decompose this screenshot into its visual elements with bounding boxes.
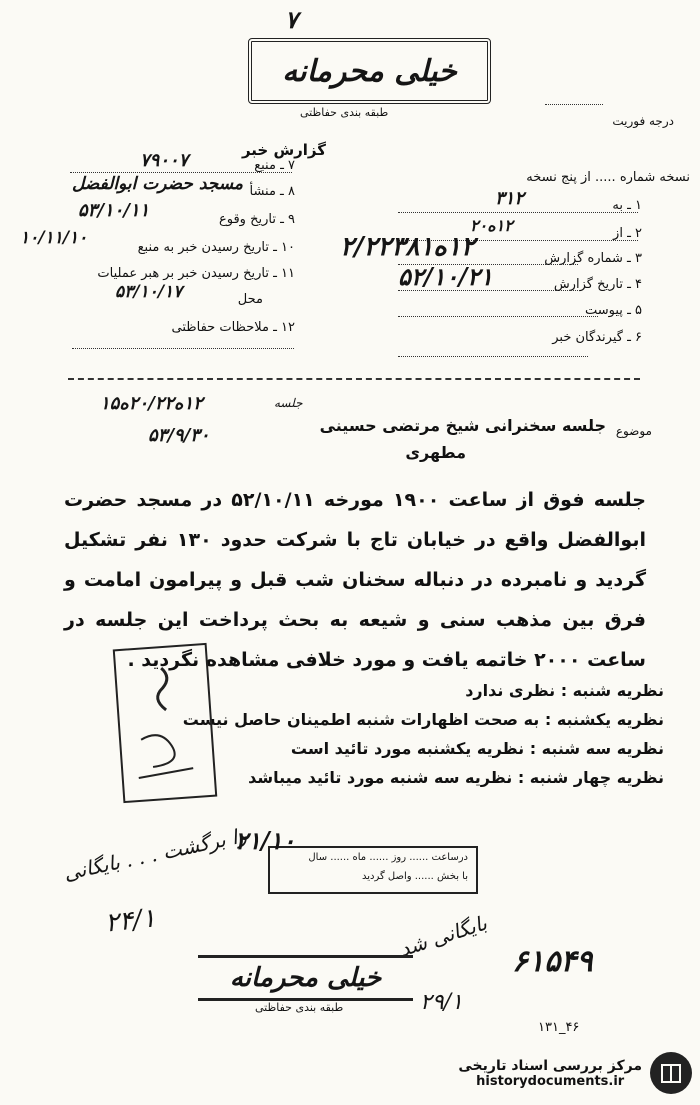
to-dots <box>398 212 638 213</box>
archive-logo-icon <box>650 1052 692 1094</box>
from-value: ۱۲ه۲۰ <box>470 216 513 235</box>
source-dots <box>70 172 292 173</box>
receipt-stamp-line-2: با بخش ...... واصل گردید <box>361 871 468 882</box>
recipients-label: ۶ ـ گیرندگان خبر <box>552 330 642 345</box>
subject-ref-code: ۱۲ه۲۰/۲۲ه۱۵ <box>100 393 203 414</box>
handnote-bottom-2: ۶۱۵۴۹ <box>512 944 593 979</box>
receipt-date-label: ۱۰ ـ تاریخ رسیدن خبر به منبع <box>137 240 295 255</box>
priority-line <box>545 104 603 105</box>
subject-label: موضوع <box>615 424 652 438</box>
attachment-dots <box>398 316 598 317</box>
event-date-label: ۹ ـ تاریخ وقوع <box>218 212 295 227</box>
subject-ref-date: ۵۳/۹/۳۰ <box>148 425 210 446</box>
report-date-label: ۴ ـ تاریخ گزارش <box>553 277 642 292</box>
classification-stamp-bottom <box>198 955 413 1001</box>
origin-value: مسجد حضرت ابوالفضل <box>72 174 243 194</box>
classification-handwritten: خیلی محرمانه <box>282 53 457 89</box>
source-label: ۷ ـ منبع <box>254 158 295 173</box>
to-value: ۳۱۲ <box>495 188 525 209</box>
subject-line-1: جلسه سخنرانی شیخ مرتضی حسینی <box>319 416 606 435</box>
to-label: ۱ ـ به <box>612 198 642 213</box>
watermark-url: historydocuments.ir <box>476 1073 625 1089</box>
book-icon <box>658 1060 684 1086</box>
handnote-bottom-1: بایگانی شد <box>396 910 490 962</box>
form-code: ۴۶_۱۳۱ <box>538 1020 580 1035</box>
report-title: گزارش خبر <box>241 141 326 159</box>
source-value: ۷۹۰۰۷ <box>140 150 189 171</box>
archive-box-stamp <box>113 643 218 803</box>
report-date-value: ۵۲/۱۰/۲۱ <box>398 262 493 291</box>
copy-number-line: نسخه شماره ..... از پنج نسخه <box>526 170 690 185</box>
receipt-date-value: ۱۰/۱۱/۱۰ <box>20 228 88 248</box>
section-divider <box>68 378 640 380</box>
origin-label: ۸ ـ منشأ <box>249 184 295 199</box>
place-value: ۵۳/۱۰/۱۷ <box>115 282 183 302</box>
opinion-saturday: نظریه شنبه : نظری ندارد <box>465 681 664 700</box>
classification-caption-top: طبقه بندی حفاظتی <box>300 106 389 119</box>
classification-stamp-top <box>248 38 491 104</box>
opinion-sunday: نظریه یکشنبه : به صحت اظهارات شنبه اطمینان حاصل نیست <box>182 710 664 729</box>
watermark <box>392 1048 692 1098</box>
stamp-scribble-icon <box>115 645 215 801</box>
security-notes-label: ۱۲ ـ ملاحظات حفاظتی <box>171 320 295 335</box>
event-date-value: ۵۳/۱۰/۱۱ <box>78 200 150 221</box>
classification-handwritten-bottom: خیلی محرمانه <box>229 963 382 993</box>
attachment-label: ۵ ـ پیوست <box>585 303 642 318</box>
subject-line-2: مطهری <box>405 443 466 462</box>
report-body: جلسه فوق از ساعت ۱۹۰۰ مورخه ۵۲/۱۰/۱۱ در مسجد حضرت ابوالفضل واقع در خیابان تاج با شرکت حدود ۱۳۰ نفر تشکیل گردید و نامبرده در دنباله سخنان شب قبل و پیرامون امامت و فرق بین مذهب سنی و شیعه به بحث پرداخت این جلسه در ساعت ۲۰۰۰ خاتمه یافت و مورد خلافی مشاهده نگردید . <box>64 489 647 671</box>
from-label: ۲ ـ از <box>613 226 642 241</box>
subject-handnote: جلسه <box>274 396 303 410</box>
report-number-value: ۱۲ه۲/۲۲۳۸۱ <box>340 232 475 262</box>
page-number: ۷ <box>285 5 298 34</box>
handnote-left-1: را برگشت . . . بایگانی <box>61 822 249 886</box>
receipt-stamp-line-1: درساعت ...... روز ...... ماه ...... سال <box>308 852 468 863</box>
report-number-label: ۳ ـ شماره گزارش <box>544 251 642 266</box>
opinion-tuesday: نظریه سه شنبه : نظریه یکشنبه مورد تائید است <box>290 739 664 758</box>
opinion-wednesday: نظریه چهار شنبه : نظریه سه شنبه مورد تائید میباشد <box>248 768 664 787</box>
classification-caption-bottom: طبقه بندی حفاظتی <box>255 1001 344 1014</box>
place-label: محل <box>237 292 263 307</box>
priority-label: درجه فوریت <box>612 114 674 128</box>
receipt-stamp <box>268 846 478 894</box>
handnote-bottom-3: ۲۹/۱ <box>420 990 463 1015</box>
opinion-list <box>183 676 664 792</box>
receipt-date-hand: ۲۱/۱۰ <box>235 826 296 855</box>
recipients-dots <box>398 356 588 357</box>
security-notes-dots <box>72 348 294 349</box>
ops-date-label: ۱۱ ـ تاریخ رسیدن خبر بر هبر عملیات <box>97 266 295 281</box>
watermark-title: مرکز بررسی اسناد تاریخی <box>458 1057 642 1074</box>
handnote-left-2: ۲۴/۱ <box>103 903 158 939</box>
